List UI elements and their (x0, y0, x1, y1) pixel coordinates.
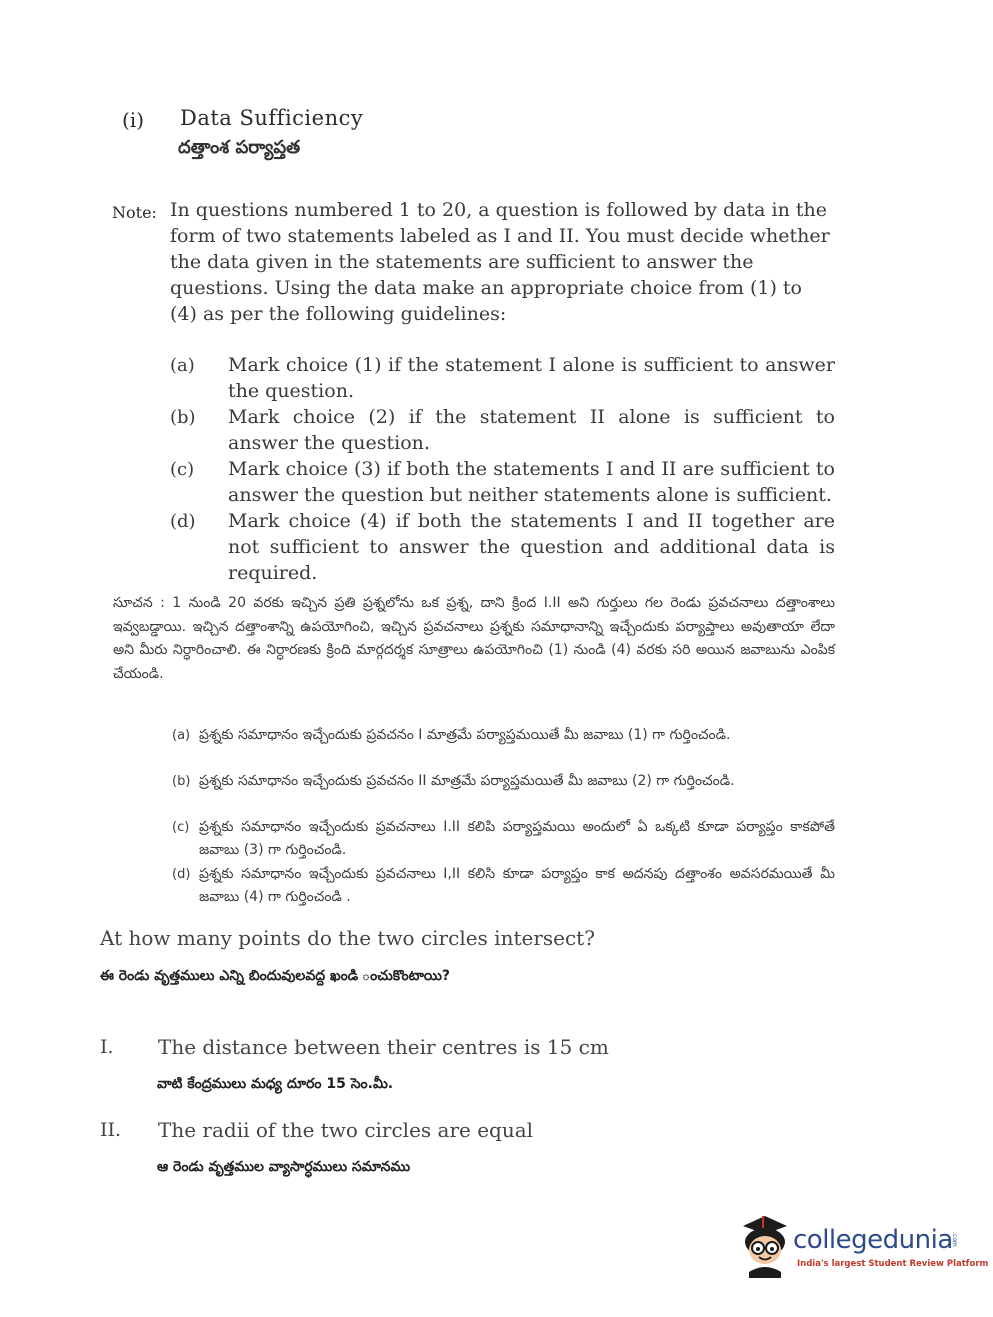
option-d-letter: (d) (170, 511, 196, 532)
statement-2-telugu: ఆ రెండు వృత్తముల వ్యాసార్ధములు సమానము (157, 1159, 411, 1175)
question-text-telugu: ఈ రెండు వృత్తములు ఎన్ని బిందువులవద్ద ఖండి ంచుకొంటాయి? (100, 968, 451, 984)
statement-2-text: The radii of the two circles are equal (158, 1118, 534, 1142)
logo-dotcom: .com (951, 1232, 958, 1247)
statement-1-text: The distance between their centres is 15 cm (158, 1035, 609, 1059)
option-c-text: Mark choice (3) if both the statements I and II are sufficient to answer the question but neither statements alone is sufficient. (228, 458, 835, 506)
option-a-text: Mark choice (1) if the statement I alone is sufficient to answer the question. (228, 354, 835, 402)
note-label: Note: (112, 203, 157, 222)
statement-2-number: II. (100, 1119, 122, 1141)
option-te-a-letter: (a) (172, 728, 191, 743)
option-c-letter: (c) (170, 459, 195, 480)
section-title: Data Sufficiency (180, 106, 364, 130)
note-text: In questions numbered 1 to 20, a question is followed by data in the form of two statements labeled as I and II. You must decide whether the data given in the statements are sufficient to answer the questions. Using the data make an appropriate choice from (1) to (4) as per the following guidelines: (170, 199, 830, 325)
option-te-a-text: ప్రశ్నకు సమాధానం ఇచ్చేందుకు ప్రవచనం I మాత్రమే పర్యాప్తమయితే మీ జవాబు (1) గా గుర్తించండి. (199, 727, 731, 743)
note-telugu: సూచన : 1 నుండి 20 వరకు ఇచ్చిన ప్రతి ప్రశ్నలోను ఒక ప్రశ్న, దాని క్రింద I.II అని గుర్తులు గల రెండు ప్రవచనాలు దత్తాంశాలు ఇవ్వబడ్డాయి. ఇచ్చిన దత్తాంశాన్ని ఉపయోగించి, ఇచ్చిన ప్రవచనాలు ప్రశ్నకు సమాధానాన్ని ఇచ్చేందుకు పర్యాప్తాలు అవుతాయా లేదా అని మీరు నిర్ధారించాలి. ఈ నిర్ధారణకు క్రింది మార్గదర్శక సూత్రాలు ఉపయోగించి (1) నుండి (4) వరకు సరి అయిన జవాబును ఎంపిక చేయండి. (113, 595, 835, 682)
option-te-c-letter: (c) (172, 820, 190, 835)
question-text: At how many points do the two circles intersect? (100, 926, 595, 950)
statement-1-telugu: వాటి కేంద్రములు మధ్య దూరం 15 సెం.మీ. (157, 1076, 394, 1092)
option-a-letter: (a) (170, 355, 195, 376)
option-te-c-text: ప్రశ్నకు సమాధానం ఇచ్చేందుకు ప్రవచనాలు I.II కలిపి పర్యాప్తమయి అందులో ఏ ఒక్కటి కూడా పర్యాప్తం కాకపోతే జవాబు (3) గా గుర్తించండి. (199, 819, 835, 858)
statement-1-number: I. (100, 1036, 114, 1058)
option-b-letter: (b) (170, 407, 196, 428)
logo-tagline: India's largest Student Review Platform (797, 1259, 989, 1269)
logo-wordmark: collegedunia (793, 1225, 953, 1255)
option-b-text: Mark choice (2) if the statement II alone is sufficient to answer the question. (228, 406, 835, 454)
section-number: (i) (122, 108, 145, 132)
option-te-b-text: ప్రశ్నకు సమాధానం ఇచ్చేందుకు ప్రవచనం II మాత్రమే పర్యాప్తమయితే మీ జవాబు (2) గా గుర్తించండి. (199, 773, 735, 789)
collegedunia-mascot-icon (735, 1212, 795, 1280)
option-d-text: Mark choice (4) if both the statements I and II together are not sufficient to answer the question and additional data is required. (228, 510, 835, 584)
option-te-d-letter: (d) (172, 867, 191, 882)
option-te-b-letter: (b) (172, 774, 191, 789)
section-title-telugu: దత్తాంశ పర్యాప్తత (178, 137, 301, 158)
option-te-d-text: ప్రశ్నకు సమాధానం ఇచ్చేందుకు ప్రవచనాలు I,II కలిసి కూడా పర్యాప్తం కాక అదనపు దత్తాంశం అవసరమయితే మీ జవాబు (4) గా గుర్తించండి . (199, 866, 835, 905)
